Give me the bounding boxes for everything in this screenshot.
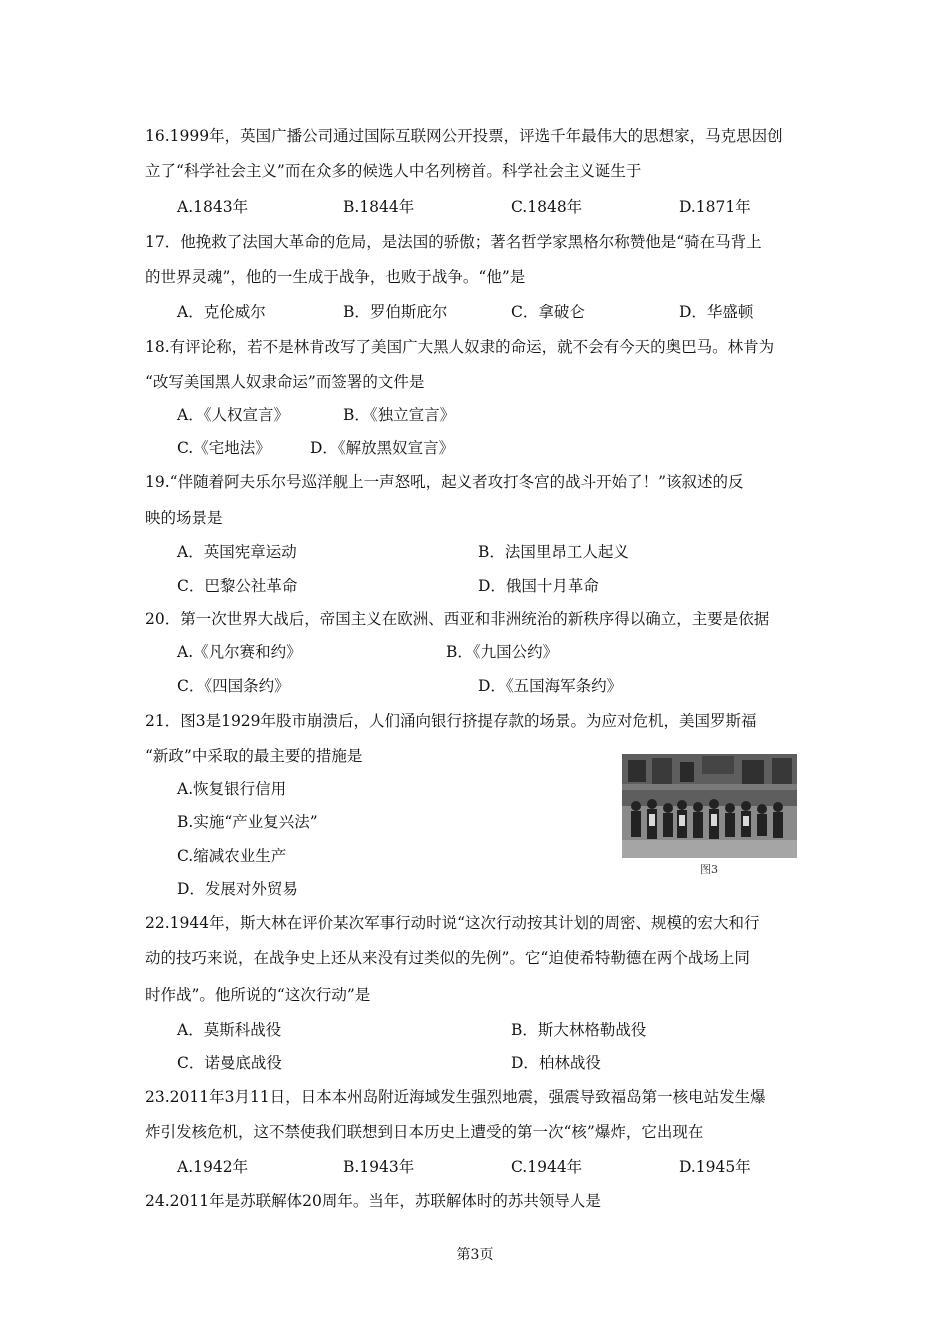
question-19-option-c: C．巴黎公社革命	[177, 577, 298, 595]
question-19-line-2: 映的场景是	[145, 509, 223, 527]
question-23-option-c: C.1944年	[511, 1158, 583, 1176]
question-17-line-1: 17．他挽救了法国大革命的危局，是法国的骄傲；著名哲学家黑格尔称赞他是“骑在马背上	[145, 233, 762, 251]
figure-3-caption: 图3	[700, 863, 718, 876]
question-23-option-a: A.1942年	[177, 1158, 249, 1176]
question-16-line-2: 立了“科学社会主义”而在众多的候选人中名列榜首。科学社会主义诞生于	[145, 162, 642, 180]
question-19-option-a: A．英国宪章运动	[177, 543, 297, 561]
question-16-line-1: 16.1999年，英国广播公司通过国际互联网公开投票，评选千年最伟大的思想家，马克思因创	[145, 127, 783, 145]
question-21-option-d: D．发展对外贸易	[177, 880, 298, 898]
question-22-option-d: D．柏林战役	[511, 1054, 601, 1072]
question-18-line-2: “改写美国黑人奴隶命运”而签署的文件是	[145, 373, 425, 391]
question-19-option-d: D．俄国十月革命	[478, 577, 599, 595]
question-17-line-2: 的世界灵魂”，他的一生成于战争，也败于战争。“他”是	[145, 268, 526, 286]
question-23-option-b: B.1943年	[343, 1158, 415, 1176]
page-number: 第3页	[456, 1247, 494, 1263]
question-23-line-2: 炸引发核危机，这不禁使我们联想到日本历史上遭受的第一次“核”爆炸，它出现在	[145, 1123, 704, 1141]
question-23-option-d: D.1945年	[679, 1158, 751, 1176]
figure-3	[622, 754, 797, 878]
question-22-option-b: B．斯大林格勒战役	[511, 1021, 647, 1039]
question-20-option-b: B．《九国公约》	[446, 643, 559, 661]
question-16-option-d: D.1871年	[679, 198, 751, 216]
question-17-option-c: C．拿破仑	[511, 303, 585, 321]
question-16-option-b: B.1844年	[343, 198, 415, 216]
question-20-option-c: C．《四国条约》	[177, 677, 290, 695]
question-19-line-1: 19.“伴随着阿夫乐尔号巡洋舰上一声怒吼，起义者攻打冬宫的战斗开始了！”该叙述的反	[145, 473, 744, 491]
question-22-line-2: 动的技巧来说，在战争史上还从来没有过类似的先例”。它“迫使希特勒德在两个战场上同	[145, 949, 750, 967]
question-21-option-c: C.缩减农业生产	[177, 847, 287, 865]
question-22-line-1: 22.1944年，斯大林在评价某次军事行动时说“这次行动按其计划的周密、规模的宏大和行	[145, 914, 760, 932]
question-21-option-b: B.实施“产业复兴法”	[177, 813, 318, 831]
question-20-line-1: 20．第一次世界大战后，帝国主义在欧洲、西亚和非洲统治的新秩序得以确立，主要是依据	[145, 610, 770, 628]
question-16-option-c: C.1848年	[511, 198, 583, 216]
question-22-line-3: 时作战”。他所说的“这次行动”是	[145, 986, 371, 1004]
question-24-line-1: 24.2011年是苏联解体20周年。当年，苏联解体时的苏共领导人是	[145, 1192, 601, 1210]
question-18-line-1: 18.有评论称，若不是林肯改写了美国广大黑人奴隶的命运，就不会有今天的奥巴马。林肯为	[145, 338, 775, 356]
question-18-option-d: D．《解放黑奴宣言》	[310, 439, 455, 457]
question-22-option-c: C．诺曼底战役	[177, 1054, 282, 1072]
question-18-option-a: A．《人权宣言》	[177, 406, 289, 424]
question-19-option-b: B．法国里昂工人起义	[478, 543, 629, 561]
question-23-line-1: 23.2011年3月11日，日本本州岛附近海域发生强烈地震，强震导致福岛第一核电站发生爆	[145, 1088, 766, 1106]
question-21-line-1: 21．图3是1929年股市崩溃后，人们涌向银行挤提存款的场景。为应对危机，美国罗斯福	[145, 712, 757, 730]
question-20-option-a: A.《凡尔赛和约》	[177, 643, 302, 661]
question-17-option-d: D．华盛顿	[679, 303, 754, 321]
question-17-option-a: A．克伦威尔	[177, 303, 266, 321]
question-21-option-a: A.恢复银行信用	[177, 780, 287, 798]
bank-run-photo	[622, 754, 797, 878]
question-20-option-d: D．《五国海军条约》	[478, 677, 623, 695]
question-18-option-c: C.《宅地法》	[177, 439, 271, 457]
question-22-option-a: A．莫斯科战役	[177, 1021, 282, 1039]
question-18-option-b: B．《独立宣言》	[343, 406, 456, 424]
question-16-option-a: A.1843年	[177, 198, 249, 216]
question-17-option-b: B．罗伯斯庇尔	[343, 303, 448, 321]
question-21-line-2: “新政”中采取的最主要的措施是	[145, 747, 363, 765]
